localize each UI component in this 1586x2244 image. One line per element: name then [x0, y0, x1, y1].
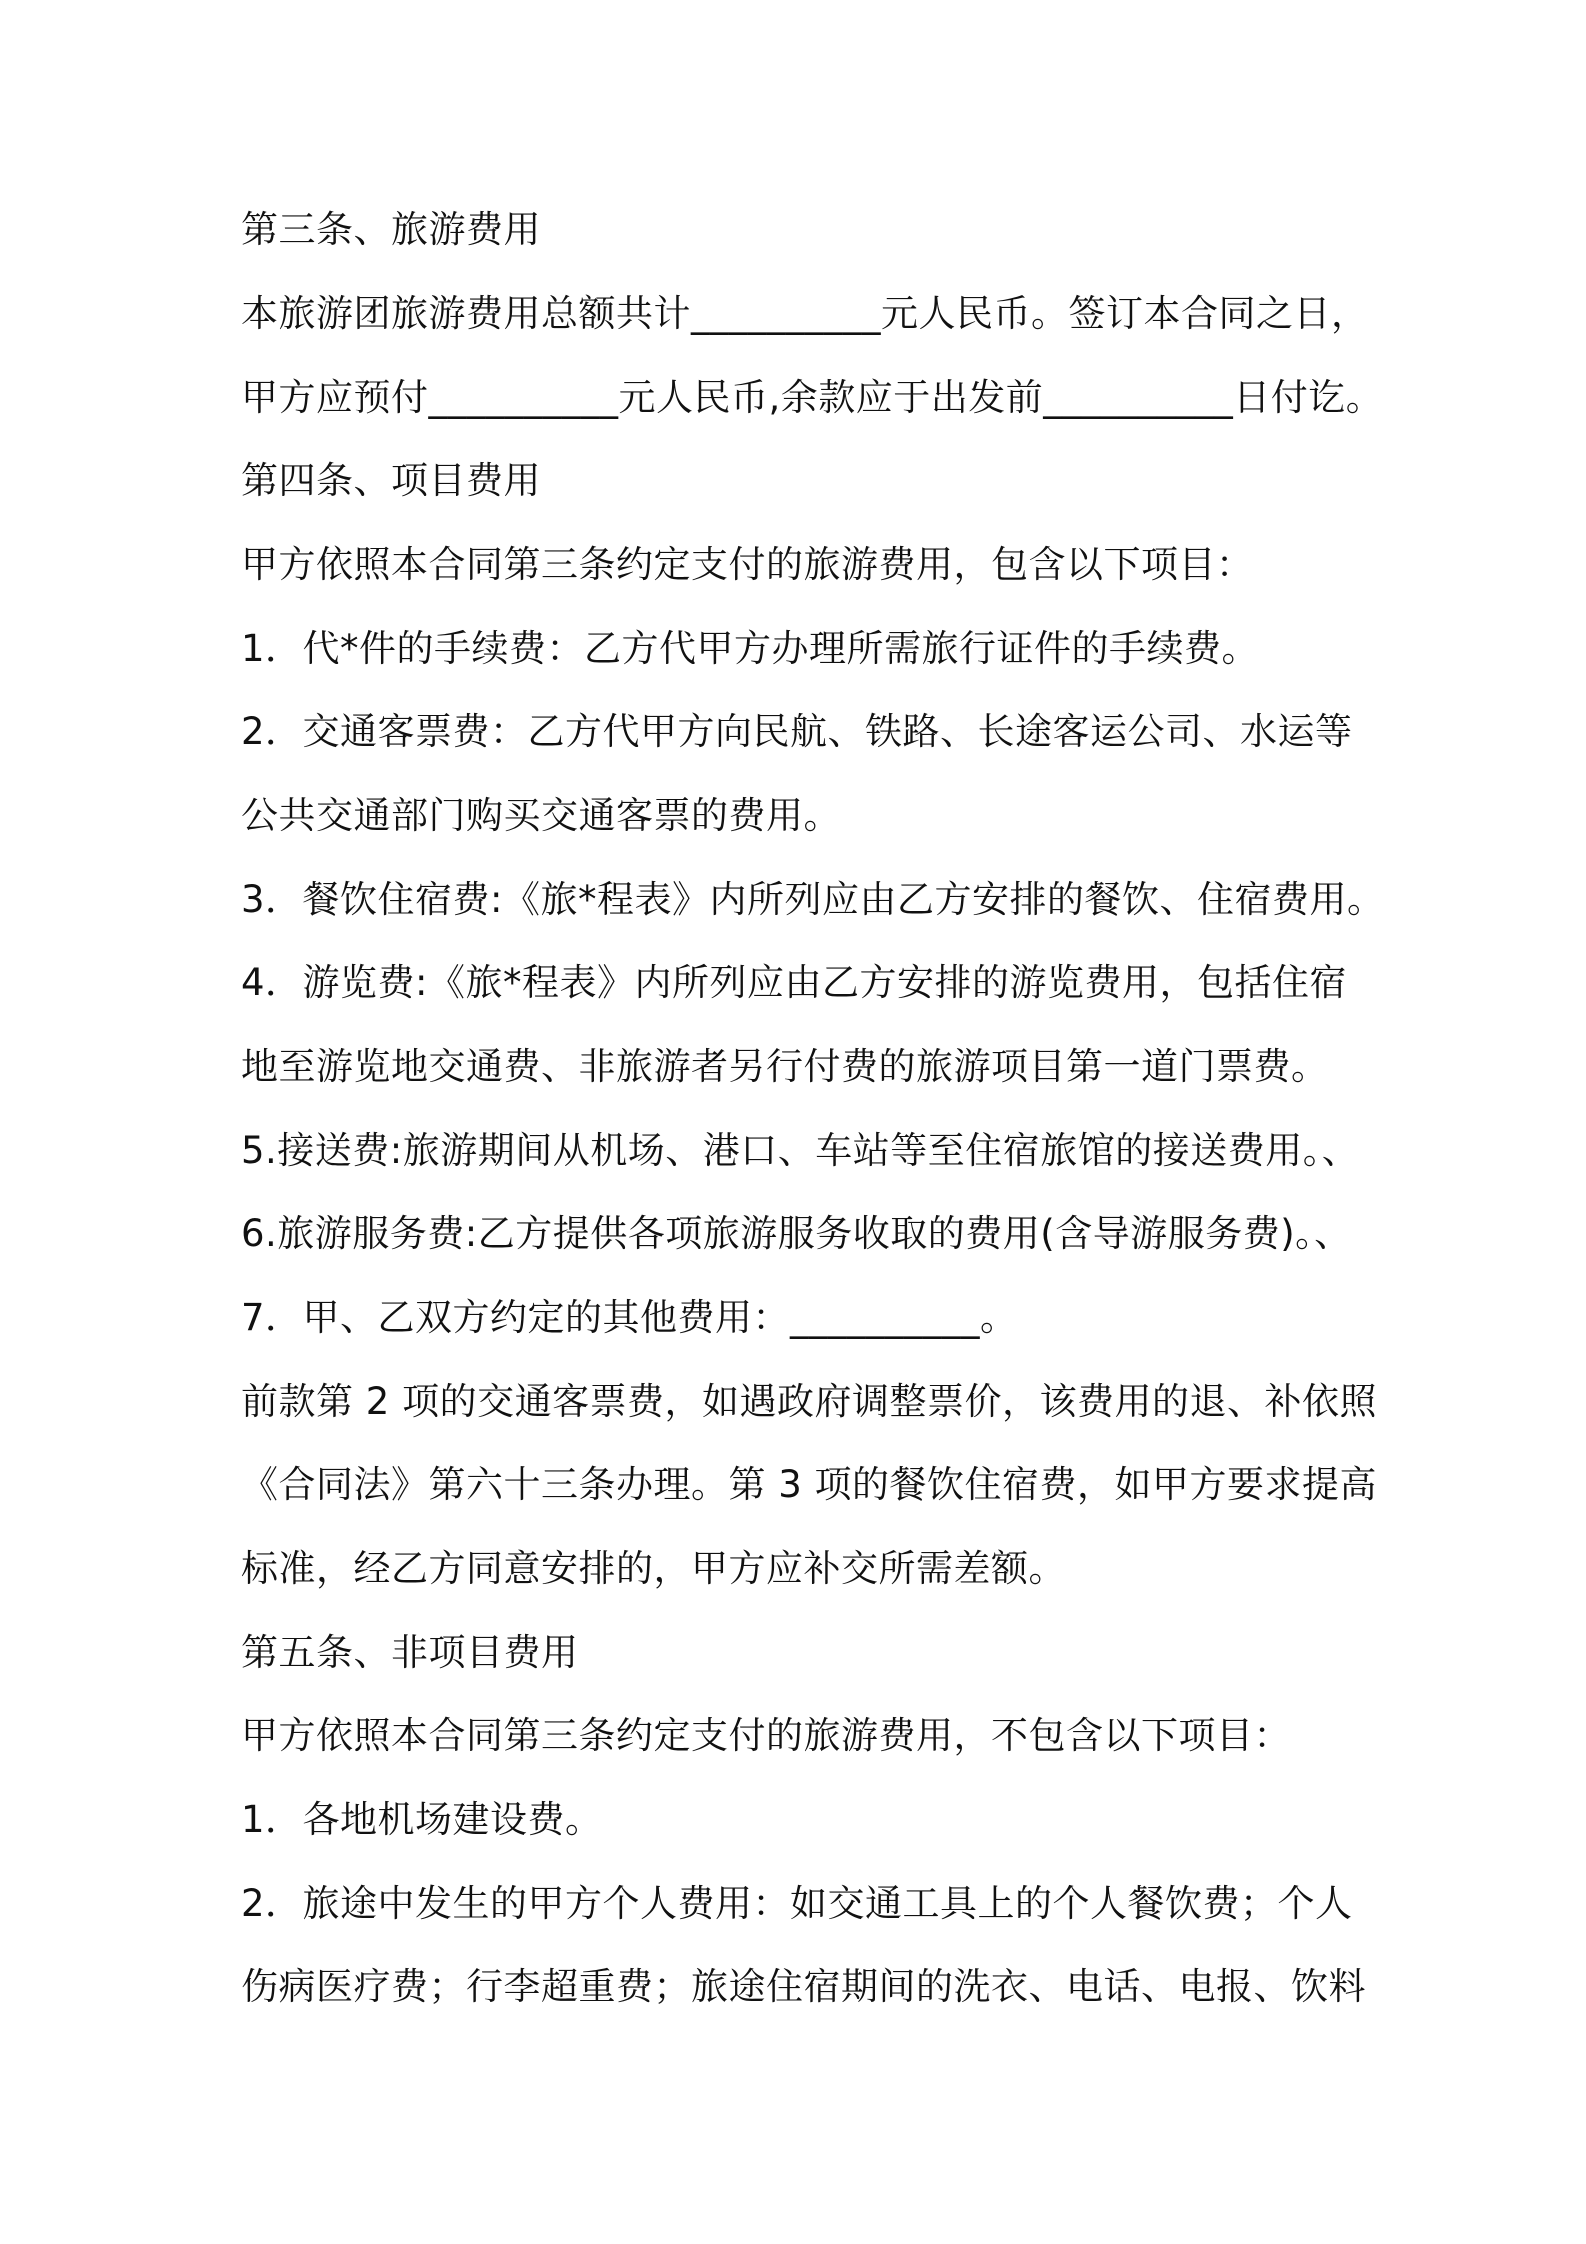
list-item: 5.接送费:旅游期间从机场、港口、车站等至住宿旅馆的接送费用。、	[241, 1129, 1360, 1172]
paragraph-line: 前款第 2 项的交通客票费，如遇政府调整票价，该费用的退、补依照	[241, 1380, 1378, 1423]
paragraph-line: 甲方应预付__________元人民币,余款应于出发前__________日付讫。	[241, 376, 1384, 419]
list-item: 2．旅途中发生的甲方个人费用：如交通工具上的个人餐饮费；个人	[241, 1882, 1353, 1925]
list-item: 4．游览费:《旅*程表》内所列应由乙方安排的游览费用，包括住宿	[241, 961, 1348, 1004]
paragraph-line: 标准，经乙方同意安排的，甲方应补交所需差额。	[241, 1547, 1066, 1590]
paragraph-line: 本旅游团旅游费用总额共计__________元人民币。签订本合同之日，	[241, 292, 1369, 335]
list-item: 7．甲、乙双方约定的其他费用：__________。	[241, 1296, 1018, 1339]
list-item-continuation: 伤病医疗费；行李超重费；旅途住宿期间的洗衣、电话、电报、饮料	[241, 1965, 1366, 2008]
paragraph-line: 甲方依照本合同第三条约定支付的旅游费用，包含以下项目：	[241, 543, 1254, 586]
list-item-continuation: 公共交通部门购买交通客票的费用。	[241, 794, 841, 837]
article-3-heading: 第三条、旅游费用	[241, 208, 541, 251]
paragraph-line: 甲方依照本合同第三条约定支付的旅游费用，不包含以下项目：	[241, 1714, 1291, 1757]
list-item: 2．交通客票费：乙方代甲方向民航、铁路、长途客运公司、水运等	[241, 710, 1353, 753]
article-5-heading: 第五条、非项目费用	[241, 1631, 579, 1674]
list-item: 1．各地机场建设费。	[241, 1798, 603, 1841]
paragraph-line: 《合同法》第六十三条办理。第 3 项的餐饮住宿费，如甲方要求提高	[241, 1463, 1378, 1506]
list-item: 3．餐饮住宿费:《旅*程表》内所列应由乙方安排的餐饮、住宿费用。	[241, 878, 1385, 921]
article-4-heading: 第四条、项目费用	[241, 459, 541, 502]
list-item-continuation: 地至游览地交通费、非旅游者另行付费的旅游项目第一道门票费。	[241, 1045, 1329, 1088]
list-item: 1．代*件的手续费：乙方代甲方办理所需旅行证件的手续费。	[241, 627, 1260, 670]
list-item: 6.旅游服务费:乙方提供各项旅游服务收取的费用(含导游服务费)。、	[241, 1212, 1352, 1255]
